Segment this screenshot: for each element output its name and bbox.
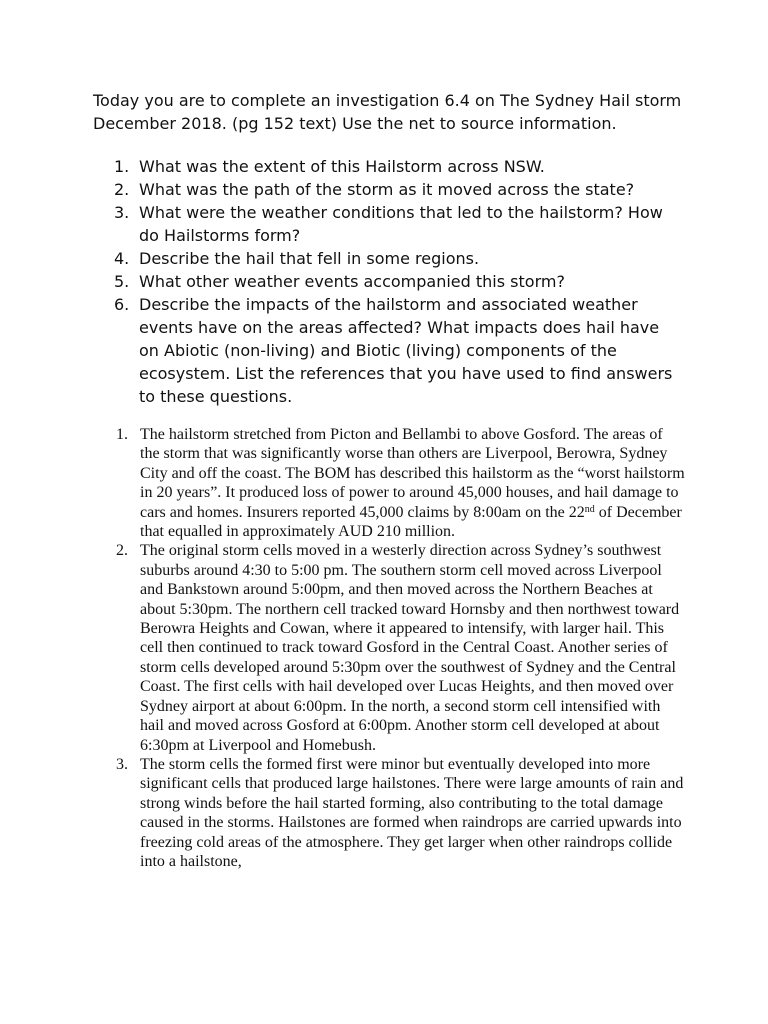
question-number: 2. [114, 180, 130, 199]
answer-text-continued: of December that equalled in approximately AUD 210 million. [140, 503, 682, 541]
question-item [114, 247, 684, 270]
question-number: 3. [114, 203, 130, 222]
intro-paragraph: Today you are to complete an investigation 6.4 on The Sydney Hail storm December 2018. (pg 152 text) Use the net to source information. [93, 91, 682, 133]
question-text: What other weather events accompanied this storm? [139, 272, 565, 291]
question-item [114, 178, 684, 201]
answer-number: 2. [116, 542, 128, 560]
question-item [114, 155, 684, 178]
answer-list [116, 425, 686, 871]
question-item [114, 201, 684, 247]
question-text: Describe the impacts of the hailstorm and associated weather events have on the areas affected? What impacts does hail have on Abiotic (non-living) and Biotic (living) components of the ecosystem. List the references that you have used to find answers to these questions. [139, 295, 673, 406]
question-text: What was the extent of this Hailstorm across NSW. [139, 157, 545, 176]
answer-number: 1. [116, 426, 128, 443]
question-number: 6. [114, 295, 130, 314]
question-item [114, 270, 684, 293]
answer-text: The hailstorm stretched from Picton and Bellambi to above Gosford. The areas of the storm that was significantly worse than others are Liverpool, Berowra, Sydney City and off the coast. The BOM has described this hailstorm as the “worst hailstorm in 20 years”. It produced loss of power to around 45,000 houses, and hail damage to cars and homes. Insurers reported 45,000 claims by 8:00am on the 22 [140, 426, 685, 521]
answer-number: 3. [116, 755, 128, 773]
question-text: What was the path of the storm as it moved across the state? [139, 180, 635, 199]
question-text: What were the weather conditions that led to the hailstorm? How do Hailstorms form? [139, 203, 663, 245]
question-text: Describe the hail that fell in some regions. [139, 249, 480, 268]
answer-text: The original storm cells moved in a westerly direction across Sydney’s southwest suburbs around 4:30 to 5:00 pm. The southern storm cell moved across Liverpool and Bankstown around 5:00pm, and then moved across the Northern Beaches at about 5:30pm. The northern cell tracked toward Hornsby and then northwest toward Berowra Heights and Cowan, where it appeared to intensify, with larger hail. This cell then continued to track toward Gosford in the Central Coast. Another series of storm cells developed around 5:30pm over the southwest of Sydney and the Central Coast. The first cells with hail developed over Lucas Heights, and then moved over Sydney airport at about 6:00pm. In the north, a second storm cell intensified with hail and moved across Gosford at 6:00pm. Another storm cell developed at about 6:30pm at Liverpool and Homebush. [140, 542, 680, 754]
question-number: 1. [114, 157, 130, 176]
ordinal-suffix: nd [584, 503, 595, 515]
question-number: 4. [114, 249, 130, 268]
answer-item [116, 755, 686, 871]
question-list [114, 155, 684, 408]
question-number: 5. [114, 272, 130, 291]
answer-item [116, 425, 686, 541]
answer-item [116, 541, 686, 754]
answer-text: The storm cells the formed first were minor but eventually developed into more significant cells that produced large hailstones. There were large amounts of rain and strong winds before the hail started forming, also contributing to the total damage caused in the storms. Hailstones are formed when raindrops are carried upwards into freezing cold areas of the atmosphere. They get larger when other raindrops collide into a hailstone, [140, 755, 684, 870]
question-item [114, 293, 684, 408]
